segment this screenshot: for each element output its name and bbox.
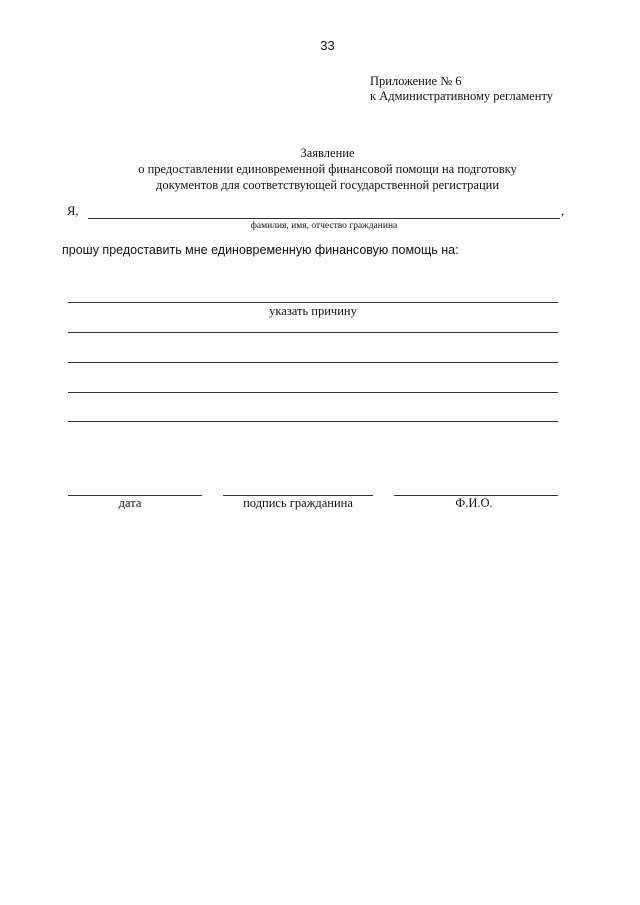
document-title (0, 145, 640, 193)
signature-label: подпись гражданина (243, 496, 353, 510)
date-label: дата (118, 496, 142, 510)
title-heading: Заявление (300, 146, 355, 160)
reason-line-5[interactable] (68, 421, 558, 422)
reason-line-4[interactable] (68, 392, 558, 393)
appendix-line-1: Приложение № 6 (370, 74, 462, 88)
page-number: 33 (320, 38, 335, 53)
reason-line-1[interactable] (68, 302, 558, 303)
full-name-label: Ф.И.О. (455, 496, 493, 510)
reason-hint: указать причину (269, 304, 357, 318)
applicant-name-field[interactable] (88, 218, 560, 219)
reason-line-3[interactable] (68, 362, 558, 363)
applicant-suffix: , (561, 204, 565, 218)
applicant-name-hint: фамилия, имя, отчество гражданина (250, 221, 398, 231)
appendix-line-2: к Административному регламенту (370, 89, 554, 103)
request-text: прошу предоставить мне единовременную финансовую помощь на: (62, 243, 459, 257)
appendix-note (370, 74, 553, 104)
title-line-2: о предоставлении единовременной финансовой помощи на подготовку (138, 162, 517, 176)
title-line-3: документов для соответствующей государственной регистрации (155, 178, 500, 192)
reason-line-2[interactable] (68, 332, 558, 333)
applicant-prefix: Я, (67, 204, 79, 218)
